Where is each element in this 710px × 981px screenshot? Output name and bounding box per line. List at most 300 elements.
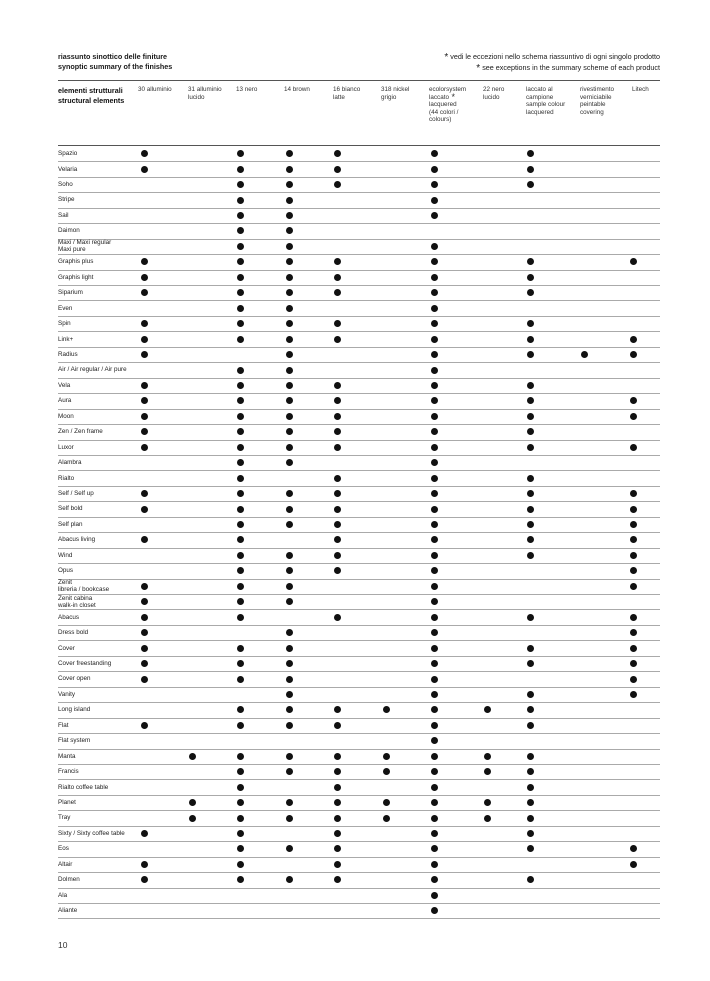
finish-available-dot	[237, 784, 244, 791]
row-name-line: Maxi pure	[58, 246, 86, 254]
finish-available-dot	[334, 567, 341, 574]
finish-available-dot	[630, 614, 637, 621]
table-row	[58, 579, 660, 595]
finish-available-dot	[189, 753, 196, 760]
finish-available-dot	[237, 258, 244, 265]
column-header	[580, 86, 614, 116]
finish-available-dot	[431, 243, 438, 250]
finish-available-dot	[286, 351, 293, 358]
finish-available-dot	[431, 753, 438, 760]
finish-available-dot	[527, 444, 534, 451]
finish-available-dot	[431, 907, 438, 914]
row-name	[58, 737, 90, 744]
table-row	[58, 872, 660, 888]
finish-available-dot	[237, 382, 244, 389]
finish-available-dot	[334, 845, 341, 852]
row-name	[58, 629, 88, 636]
column-header-line	[138, 86, 172, 94]
finish-available-dot	[484, 753, 491, 760]
finish-available-dot	[630, 645, 637, 652]
row-name-line: Aura	[58, 397, 72, 405]
asterisk-icon: *	[476, 63, 481, 74]
finish-available-dot	[431, 197, 438, 204]
asterisk-icon: *	[444, 52, 449, 63]
finish-available-dot	[431, 258, 438, 265]
column-header-line	[483, 94, 504, 102]
finish-available-dot	[334, 274, 341, 281]
finish-available-dot	[431, 676, 438, 683]
finish-available-dot	[527, 691, 534, 698]
finish-available-dot	[630, 258, 637, 265]
finish-available-dot	[334, 397, 341, 404]
row-name-line: Rialto coffee table	[58, 783, 109, 791]
finish-available-dot	[334, 181, 341, 188]
finish-available-dot	[237, 722, 244, 729]
finish-available-dot	[431, 845, 438, 852]
finish-available-dot	[630, 521, 637, 528]
finish-available-dot	[286, 521, 293, 528]
finish-available-dot	[431, 459, 438, 466]
table-row	[58, 146, 660, 162]
finish-available-dot	[141, 150, 148, 157]
finish-available-dot	[431, 382, 438, 389]
finish-available-dot	[527, 784, 534, 791]
row-name-line: Vanity	[58, 690, 76, 698]
row-name-line: Spazio	[58, 150, 78, 158]
top-rule	[58, 80, 660, 81]
finish-available-dot	[527, 320, 534, 327]
finish-available-dot	[237, 181, 244, 188]
row-name-line: Daimon	[58, 227, 80, 235]
finish-available-dot	[334, 815, 341, 822]
finish-available-dot	[431, 367, 438, 374]
table-row	[58, 409, 660, 425]
column-header-line	[381, 86, 409, 94]
finish-available-dot	[286, 490, 293, 497]
finish-available-dot	[141, 614, 148, 621]
table-row	[58, 347, 660, 363]
table-row	[58, 563, 660, 579]
finish-available-dot	[630, 583, 637, 590]
finish-available-dot	[527, 768, 534, 775]
row-name-line: Wind	[58, 551, 73, 559]
table-row	[58, 532, 660, 548]
table-row	[58, 718, 660, 734]
finish-available-dot	[431, 815, 438, 822]
finish-available-dot	[527, 506, 534, 513]
row-name	[58, 567, 73, 574]
row-name	[58, 444, 74, 451]
row-name-line: Zen / Zen frame	[58, 428, 103, 436]
finish-available-dot	[431, 289, 438, 296]
row-name-line: Radius	[58, 350, 78, 358]
finish-available-dot	[286, 845, 293, 852]
finish-available-dot	[237, 614, 244, 621]
finish-available-dot	[630, 413, 637, 420]
finish-available-dot	[237, 645, 244, 652]
row-name-line: Zenit	[58, 579, 72, 587]
finish-available-dot	[237, 706, 244, 713]
finish-available-dot	[141, 336, 148, 343]
finish-available-dot	[334, 536, 341, 543]
row-name	[58, 336, 73, 343]
table-row	[58, 254, 660, 270]
finish-available-dot	[286, 243, 293, 250]
finish-available-dot	[141, 397, 148, 404]
finish-available-dot	[141, 676, 148, 683]
table-row	[58, 841, 660, 857]
finish-available-dot	[334, 876, 341, 883]
row-name	[58, 675, 91, 682]
column-header-text: colours)	[429, 116, 452, 124]
row-name	[58, 768, 79, 775]
finish-available-dot	[630, 691, 637, 698]
finish-available-dot	[527, 799, 534, 806]
header-title-en: synoptic summary of the finishes	[58, 62, 173, 71]
finish-available-dot	[334, 150, 341, 157]
column-header-text: latte	[333, 93, 345, 101]
column-header	[381, 86, 409, 101]
finish-available-dot	[334, 506, 341, 513]
table-row	[58, 779, 660, 795]
row-name	[58, 490, 94, 497]
finish-available-dot	[286, 166, 293, 173]
finish-available-dot	[431, 614, 438, 621]
row-name	[58, 660, 111, 667]
finish-available-dot	[237, 567, 244, 574]
table-row	[58, 393, 660, 409]
finish-available-dot	[237, 876, 244, 883]
finish-available-dot	[237, 768, 244, 775]
finish-available-dot	[484, 768, 491, 775]
table-row	[58, 594, 660, 610]
finish-available-dot	[286, 382, 293, 389]
column-header	[188, 86, 222, 101]
finish-available-dot	[286, 367, 293, 374]
row-name	[58, 861, 72, 868]
finish-available-dot	[141, 166, 148, 173]
finish-available-dot	[334, 706, 341, 713]
column-header-line	[429, 116, 466, 124]
column-header-line	[429, 101, 466, 109]
finish-available-dot	[431, 629, 438, 636]
finish-available-dot	[431, 722, 438, 729]
row-name	[58, 552, 72, 559]
header-title	[58, 52, 172, 72]
row-name	[58, 784, 108, 791]
finish-available-dot	[527, 336, 534, 343]
table-row	[58, 501, 660, 517]
finish-available-dot	[286, 815, 293, 822]
finish-available-dot	[527, 413, 534, 420]
column-header-line	[632, 86, 649, 94]
column-header-line	[429, 86, 466, 94]
row-header-it: elementi strutturali	[58, 86, 123, 95]
finish-available-dot	[286, 320, 293, 327]
table-row	[58, 192, 660, 208]
finish-available-dot	[286, 258, 293, 265]
finish-available-dot	[527, 876, 534, 883]
column-header-text: sample colour	[526, 101, 566, 109]
finish-available-dot	[527, 274, 534, 281]
finish-available-dot	[286, 706, 293, 713]
finish-available-dot	[630, 336, 637, 343]
header-note	[444, 52, 660, 74]
row-name	[58, 166, 77, 173]
finish-available-dot	[286, 768, 293, 775]
column-header-line	[580, 109, 614, 117]
row-name-line: Rialto	[58, 474, 75, 482]
finish-available-dot	[286, 876, 293, 883]
finish-available-dot	[237, 289, 244, 296]
row-name	[58, 799, 76, 806]
finish-available-dot	[383, 768, 390, 775]
column-header-text: grigio	[381, 93, 397, 101]
column-header-line	[526, 94, 565, 102]
finish-available-dot	[237, 243, 244, 250]
finish-available-dot	[334, 320, 341, 327]
finish-available-dot	[334, 753, 341, 760]
finish-available-dot	[286, 444, 293, 451]
table-row	[58, 640, 660, 656]
row-name-line: Abacus living	[58, 536, 96, 544]
row-name	[58, 645, 75, 652]
finish-available-dot	[286, 722, 293, 729]
finish-available-dot	[527, 753, 534, 760]
column-header-text: 31 alluminio	[188, 86, 222, 93]
table-row	[58, 903, 660, 919]
column-header-line	[236, 86, 257, 94]
finish-available-dot	[237, 320, 244, 327]
table-row	[58, 610, 660, 626]
finish-available-dot	[237, 815, 244, 822]
finish-available-dot	[431, 506, 438, 513]
table-row	[58, 301, 660, 317]
finish-available-dot	[141, 506, 148, 513]
finish-available-dot	[431, 305, 438, 312]
finish-available-dot	[286, 397, 293, 404]
finish-available-dot	[286, 413, 293, 420]
table-row	[58, 161, 660, 177]
page-number: 10	[58, 940, 68, 950]
table-row	[58, 702, 660, 718]
row-name-line: Vela	[58, 381, 71, 389]
finish-available-dot	[527, 150, 534, 157]
column-header-line	[333, 94, 360, 102]
finish-available-dot	[237, 150, 244, 157]
finish-available-dot	[286, 428, 293, 435]
finish-available-dot	[237, 830, 244, 837]
row-name-line: Self bold	[58, 505, 83, 513]
row-name	[58, 274, 93, 281]
finish-available-dot	[237, 676, 244, 683]
finish-available-dot	[431, 521, 438, 528]
row-name-line: Long island	[58, 706, 91, 714]
asterisk-icon: *	[448, 91, 455, 102]
header-title-it: riassunto sinottico delle finiture	[58, 52, 168, 61]
row-name	[58, 366, 127, 373]
row-name-line: Dolmen	[58, 876, 80, 884]
finish-available-dot	[527, 289, 534, 296]
finish-available-dot	[334, 784, 341, 791]
row-name-line: Flat system	[58, 737, 91, 745]
column-header-text: 30 alluminio	[138, 86, 172, 93]
finish-available-dot	[527, 830, 534, 837]
finish-available-dot	[431, 552, 438, 559]
finish-available-dot	[383, 799, 390, 806]
finish-available-dot	[189, 799, 196, 806]
finish-available-dot	[334, 475, 341, 482]
finish-available-dot	[334, 428, 341, 435]
finish-available-dot	[527, 166, 534, 173]
finish-available-dot	[141, 320, 148, 327]
finish-available-dot	[527, 722, 534, 729]
column-header	[526, 86, 565, 116]
row-name	[58, 239, 111, 253]
table-row	[58, 888, 660, 904]
table-row	[58, 440, 660, 456]
column-header-text: 16 bianco	[333, 86, 361, 93]
table-row	[58, 857, 660, 873]
finish-available-dot	[431, 861, 438, 868]
row-name-line: Dress bold	[58, 629, 89, 637]
table-row	[58, 548, 660, 564]
row-name-line: Maxi / Maxi regular	[58, 239, 112, 247]
column-header-line	[381, 94, 409, 102]
column-header-line	[188, 86, 222, 94]
row-name-line: Self plan	[58, 520, 83, 528]
table-row	[58, 424, 660, 440]
row-name-line: Graphis plus	[58, 258, 94, 266]
finish-available-dot	[431, 413, 438, 420]
table-row	[58, 625, 660, 641]
column-header-line	[580, 86, 614, 94]
finish-available-dot	[141, 274, 148, 281]
row-name	[58, 258, 93, 265]
column-header-text: laccato	[429, 93, 449, 101]
finish-available-dot	[237, 413, 244, 420]
finish-available-dot	[431, 490, 438, 497]
row-name-line: Soho	[58, 181, 73, 189]
column-header-line	[429, 109, 466, 117]
finish-available-dot	[237, 861, 244, 868]
finish-available-dot	[286, 753, 293, 760]
finish-available-dot	[286, 227, 293, 234]
row-name-line: Graphis light	[58, 273, 94, 281]
finish-available-dot	[334, 490, 341, 497]
finish-available-dot	[630, 490, 637, 497]
finish-available-dot	[527, 490, 534, 497]
finish-available-dot	[527, 645, 534, 652]
finish-available-dot	[237, 367, 244, 374]
finish-available-dot	[431, 428, 438, 435]
row-header	[58, 86, 124, 106]
finish-available-dot	[630, 660, 637, 667]
column-header-text: (44 colori /	[429, 108, 459, 116]
finish-available-dot	[431, 830, 438, 837]
finish-available-dot	[237, 459, 244, 466]
finish-available-dot	[237, 598, 244, 605]
finish-available-dot	[286, 274, 293, 281]
finish-available-dot	[431, 475, 438, 482]
table-row	[58, 826, 660, 842]
finish-available-dot	[431, 181, 438, 188]
finish-available-dot	[630, 397, 637, 404]
finish-available-dot	[334, 768, 341, 775]
row-name	[58, 305, 72, 312]
finish-available-dot	[431, 784, 438, 791]
finish-available-dot	[527, 552, 534, 559]
finish-available-dot	[630, 444, 637, 451]
finish-available-dot	[431, 799, 438, 806]
finish-available-dot	[237, 227, 244, 234]
table-row	[58, 208, 660, 224]
row-name-line: Francis	[58, 768, 79, 776]
finish-available-dot	[431, 691, 438, 698]
finish-available-dot	[141, 722, 148, 729]
row-name	[58, 459, 81, 466]
row-name	[58, 382, 70, 389]
finish-available-dot	[286, 212, 293, 219]
finish-available-dot	[286, 598, 293, 605]
finish-available-dot	[383, 706, 390, 713]
finish-available-dot	[527, 397, 534, 404]
row-name-line: Air / Air regular / Air pure	[58, 366, 127, 374]
finish-available-dot	[237, 799, 244, 806]
row-name	[58, 691, 75, 698]
finish-available-dot	[286, 506, 293, 513]
finish-available-dot	[286, 567, 293, 574]
row-name	[58, 289, 83, 296]
table-row	[58, 177, 660, 193]
finish-available-dot	[431, 660, 438, 667]
column-header-text: 14 brown	[284, 86, 310, 93]
row-name	[58, 845, 69, 852]
row-name	[58, 212, 69, 219]
finish-available-dot	[581, 351, 588, 358]
row-name-line: Planet	[58, 799, 76, 807]
column-header-line	[526, 109, 565, 117]
table-row	[58, 687, 660, 703]
table-row	[58, 223, 660, 239]
row-name	[58, 830, 125, 837]
finish-available-dot	[527, 258, 534, 265]
finish-available-dot	[431, 336, 438, 343]
finish-available-dot	[334, 336, 341, 343]
row-name	[58, 521, 83, 528]
finish-available-dot	[431, 892, 438, 899]
finish-available-dot	[141, 444, 148, 451]
finish-available-dot	[630, 861, 637, 868]
finish-available-dot	[431, 706, 438, 713]
finish-available-dot	[527, 382, 534, 389]
finish-available-dot	[237, 397, 244, 404]
row-name	[58, 876, 80, 883]
finish-available-dot	[431, 150, 438, 157]
row-name	[58, 413, 74, 420]
finish-available-dot	[141, 490, 148, 497]
finish-available-dot	[431, 444, 438, 451]
finish-available-dot	[141, 830, 148, 837]
row-name	[58, 397, 71, 404]
row-name-line: Luxor	[58, 443, 74, 451]
row-name-line: walk-in closet	[58, 601, 96, 609]
finish-available-dot	[527, 351, 534, 358]
table-row	[58, 316, 660, 332]
finish-available-dot	[431, 567, 438, 574]
finish-available-dot	[141, 258, 148, 265]
column-header-text: lucido	[483, 93, 500, 101]
